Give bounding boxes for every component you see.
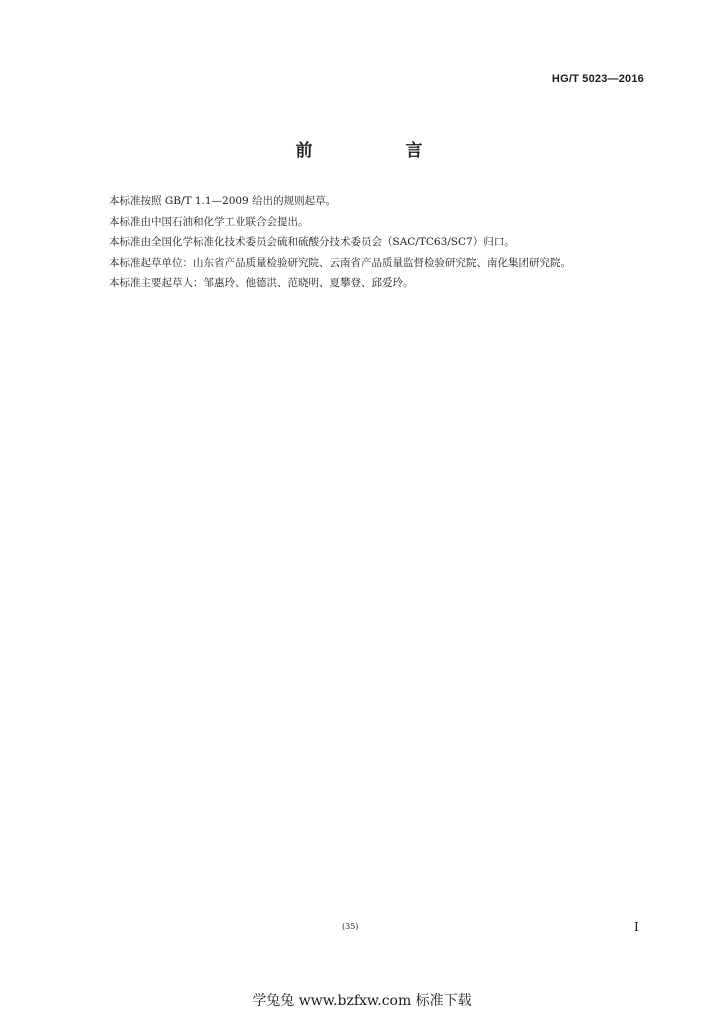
- paragraph-drafting-rules: 本标准按照 GB/T 1.1—2009 给出的规则起草。: [109, 195, 337, 207]
- foreword-body: [88, 191, 654, 294]
- standard-code: HG/T 5023—2016: [551, 73, 644, 85]
- paragraph-drafting-units: 本标准起草单位：山东省产品质量检验研究院、云南省产品质量监督检验研究院、南化集团研究院。: [109, 256, 571, 269]
- page-number: I: [634, 920, 639, 934]
- paragraph-drafters: 本标准主要起草人：邹惠玲、他德洪、范晓明、夏攀登、邱爱玲。: [109, 277, 414, 289]
- footer-watermark: 学兔兔 www.bzfxw.com 标准下载: [252, 993, 472, 1009]
- paragraph-proposer: 本标准由中国石油和化学工业联合会提出。: [109, 215, 309, 228]
- paragraph-committee: 本标准由全国化学标准化技术委员会硫和硫酸分技术委员会（SAC/TC63/SC7）归口。: [109, 236, 515, 248]
- page-code: (35): [342, 922, 359, 931]
- page-title: 前 言: [295, 141, 461, 161]
